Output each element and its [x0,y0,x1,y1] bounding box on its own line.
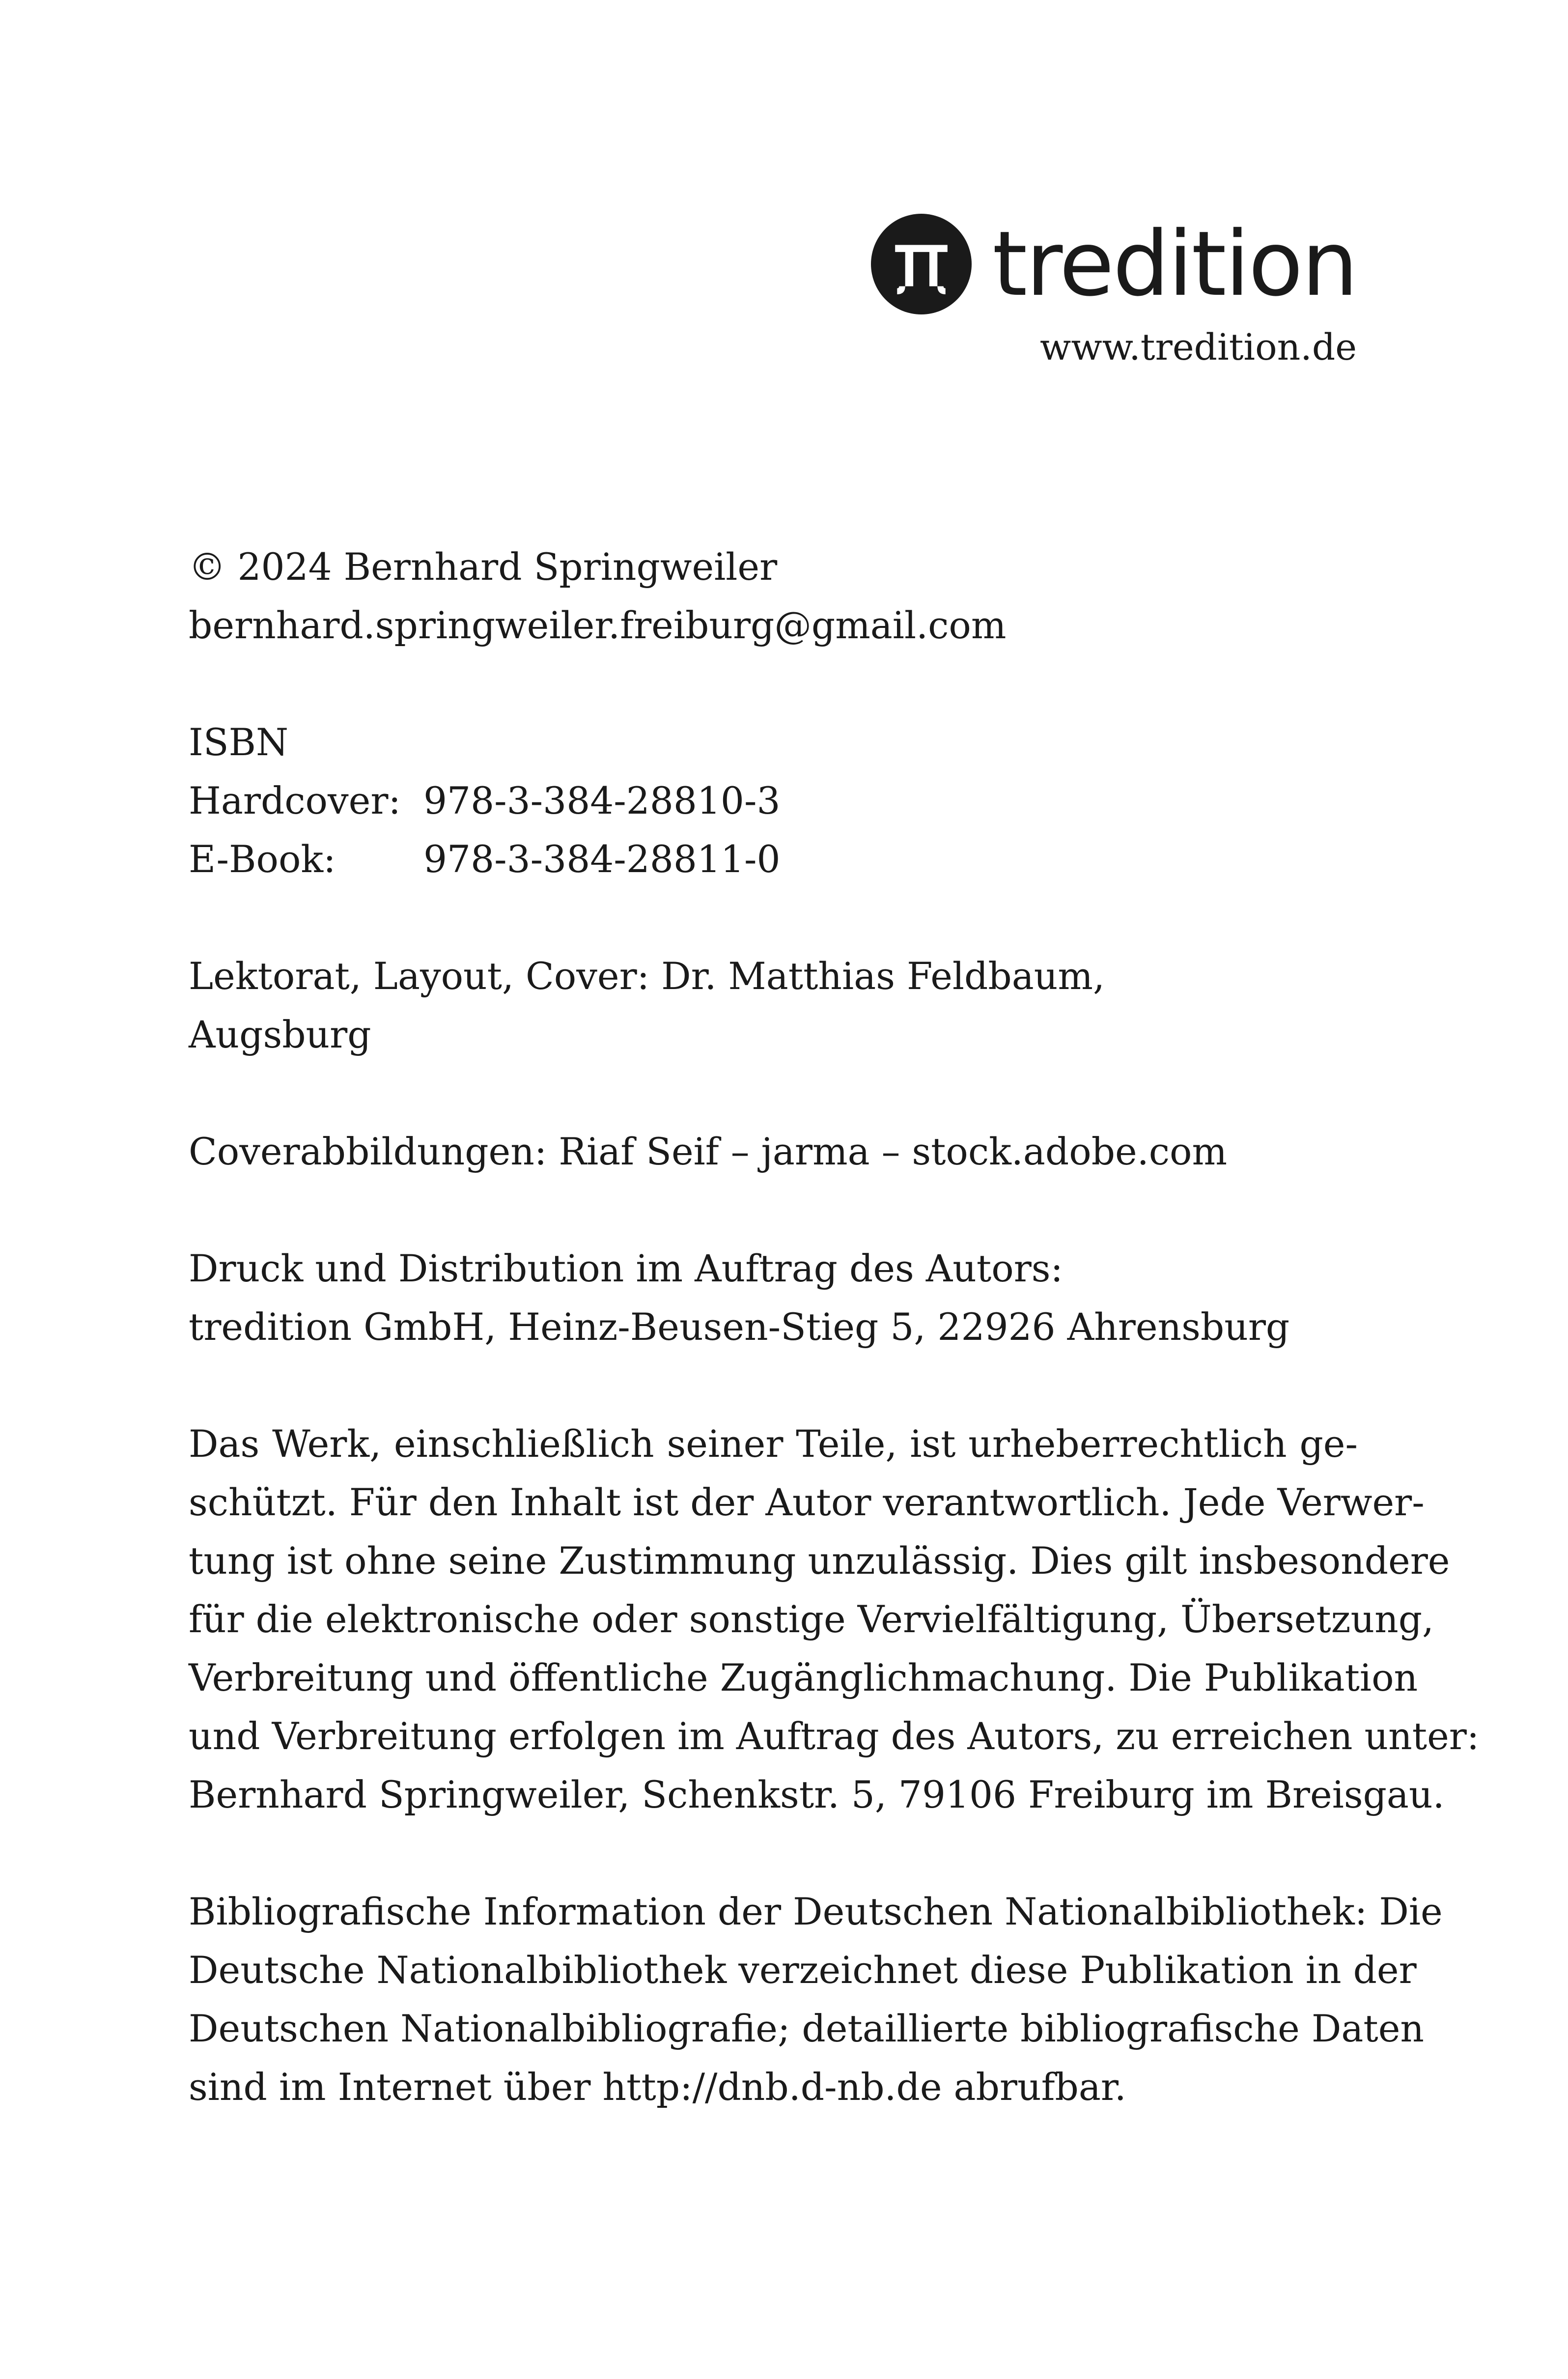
publisher-logo [871,214,1357,314]
isbn-row-hardcover [189,772,1358,830]
rights-notice [189,1415,1480,1824]
publisher-logo-block [890,214,1357,371]
text-line: und Verbreitung erfolgen im Auftrag des Autors, zu erreichen unter: [189,1715,1480,1758]
text-line: für die elektronische oder sonstige Vervielfältigung, Übersetzung, [189,1598,1434,1641]
cover-image-credit: Coverabbildungen: Riaf Seif – jarma – stock.adobe.com [189,1130,1228,1173]
text-line: tung ist ohne seine Zustimmung unzulässig. Dies gilt insbesondere [189,1539,1450,1583]
tredition-logo-icon [871,214,972,314]
text-line: Lektorat, Layout, Cover: Dr. Matthias Feldbaum, [189,955,1105,998]
text-line: Deutsche Nationalbibliothek verzeichnet diese Publikation in der [189,1949,1417,1992]
text-line: Druck und Distribution im Auftrag des Autors: [189,1247,1063,1290]
imprint-content [189,538,1480,2117]
editing-credit [189,947,1358,1064]
text-line: sind im Internet über http://dnb.d-nb.de abrufbar. [189,2066,1126,2109]
text-line: Bibliografische Information der Deutschen Nationalbibliothek: Die [189,1890,1443,1933]
copyright-notice: © 2024 Bernhard Springweiler [189,545,778,589]
publisher-name: tredition [992,212,1357,316]
isbn-value: 978-3-384-28810-3 [423,779,781,822]
bibliographic-info [189,1883,1443,2117]
distribution-info [189,1240,1358,1357]
isbn-value: 978-3-384-28811-0 [423,838,781,881]
text-line: Das Werk, einschließlich seiner Teile, ist urheberrechtlich ge- [189,1422,1358,1466]
text-line: Verbreitung und öffentliche Zugänglichmachung. Die Publikation [189,1656,1418,1699]
isbn-heading: ISBN [189,721,289,764]
author-email-link[interactable]: bernhard.springweiler.freiburg@gmail.com [189,604,1007,647]
text-line: schützt. Für den Inhalt ist der Autor verantwortlich. Jede Verwer- [189,1481,1425,1524]
isbn-label: E-Book: [189,838,336,881]
isbn-label: Hardcover: [189,779,401,822]
isbn-row-ebook [189,830,1358,889]
text-line: Deutschen Nationalbibliografie; detaillierte bibliografische Daten [189,2007,1425,2050]
text-line: tredition GmbH, Heinz-Beusen-Stieg 5, 22926 Ahrensburg [189,1305,1290,1349]
text-line: Augsburg [189,1013,371,1056]
publisher-website-link[interactable]: www.tredition.de [1039,326,1357,368]
text-line: Bernhard Springweiler, Schenkstr. 5, 79106 Freiburg im Breisgau. [189,1773,1445,1816]
